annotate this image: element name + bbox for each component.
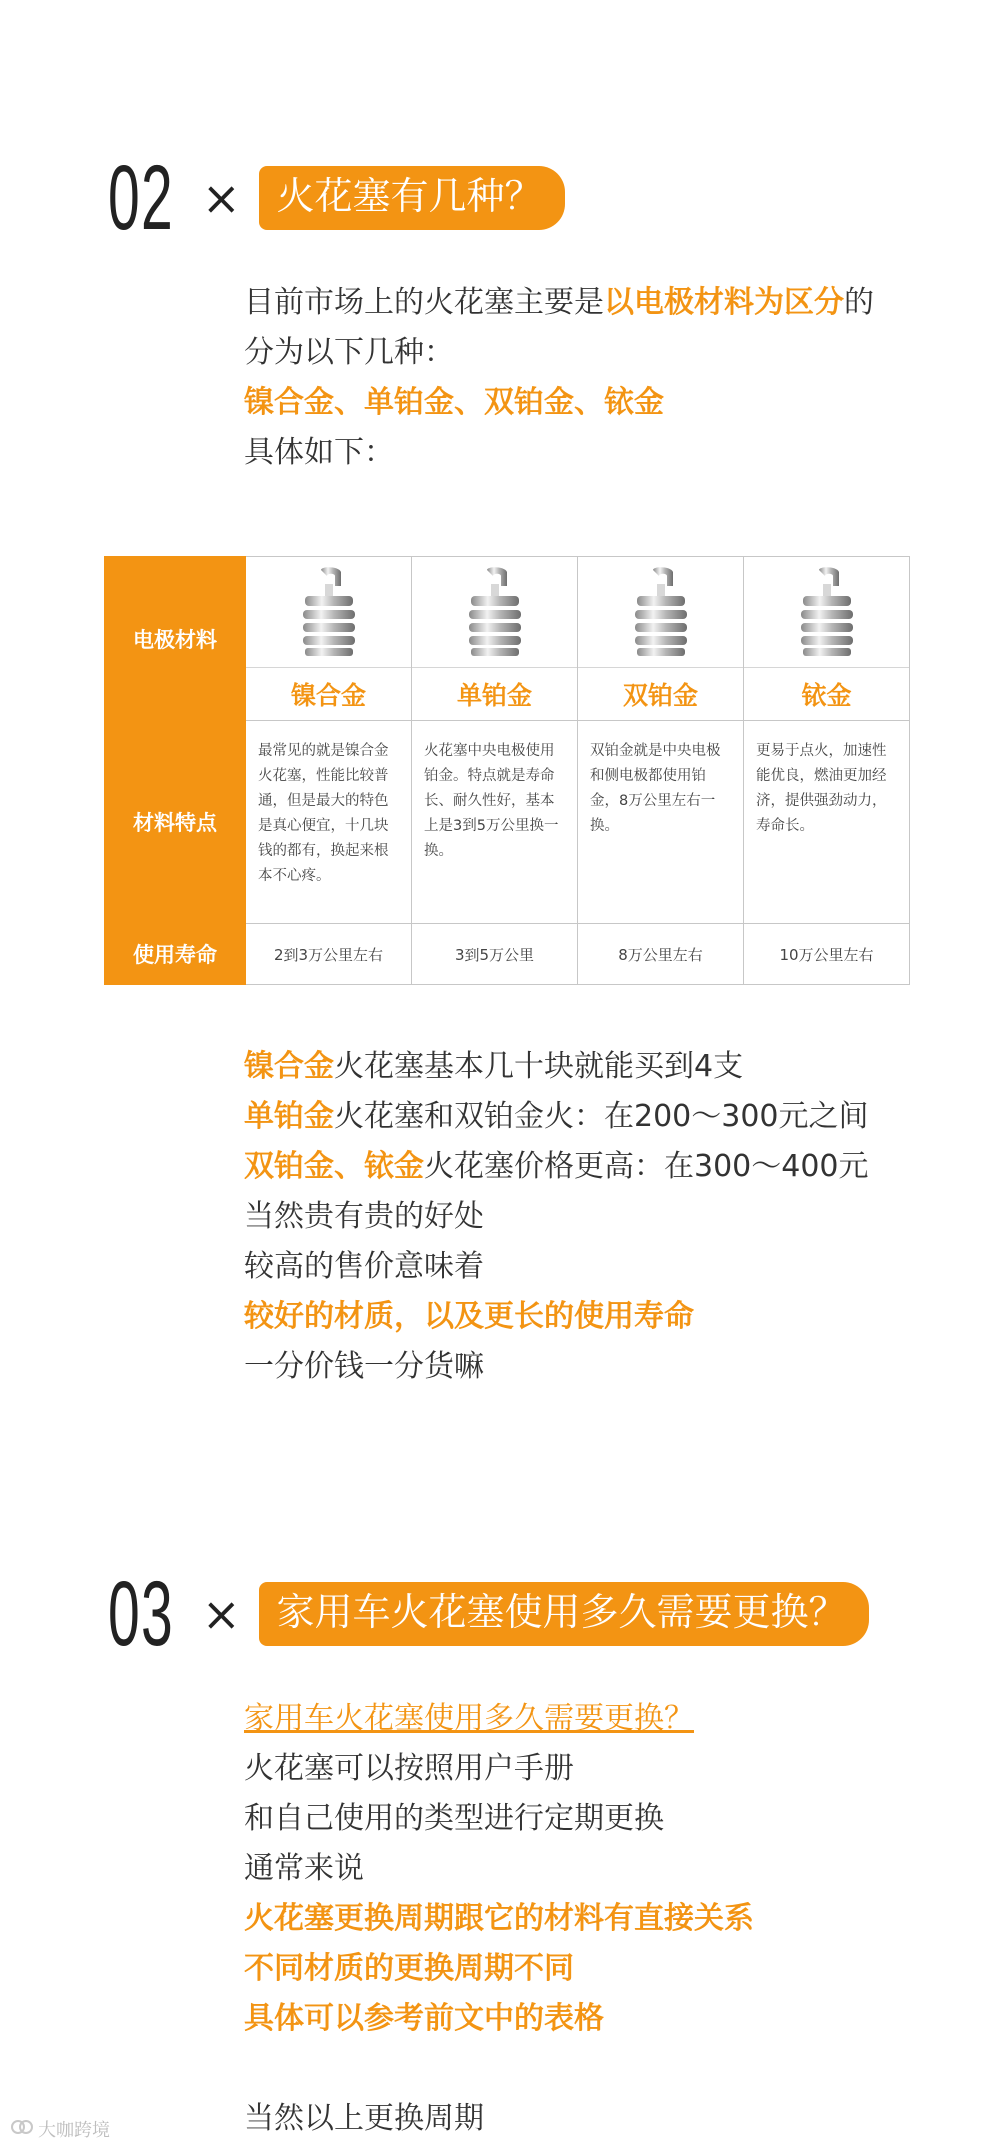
answer-line-highlight: 不同材质的更换周期不同 (244, 1951, 574, 1986)
material-name: 铱金 (744, 668, 910, 721)
replacement-paragraph (244, 1694, 754, 2144)
life-cell: 2到3万公里左右 (246, 924, 412, 985)
section-number: 02 (108, 147, 174, 249)
text: 火花塞基本几十块就能买到4支 (334, 1049, 744, 1084)
price-paragraph (244, 1042, 869, 1392)
price-line-highlight: 较好的材质，以及更长的使用寿命 (244, 1299, 694, 1334)
material-name: 单铂金 (412, 668, 578, 721)
section-header-03 (108, 1563, 869, 1665)
section-number: 03 (108, 1563, 174, 1665)
watermark-text: 大咖跨境 (38, 2120, 110, 2141)
spark-plug-icon (745, 564, 908, 660)
intro-line: 分为以下几种： (244, 335, 454, 370)
price-line (244, 1092, 869, 1142)
answer-line: 通常来说 (244, 1851, 364, 1886)
answer-line: 和自己使用的类型进行定期更换 (244, 1801, 664, 1836)
spark-plug-icon (413, 564, 576, 660)
highlight-text: 双铂金、铱金 (244, 1149, 424, 1184)
material-name: 镍合金 (246, 668, 412, 721)
feature-cell: 火花塞中央电极使用铂金。特点就是寿命长、耐久性好，基本上是3到5万公里换一换。 (412, 721, 578, 924)
highlight-text: 镍合金 (244, 1049, 334, 1084)
price-line (244, 1142, 869, 1192)
intro-line-highlight: 镍合金、单铂金、双铂金、铱金 (244, 385, 664, 420)
text: 目前市场上的火花塞主要是 (244, 285, 604, 320)
times-icon: × (202, 1587, 241, 1641)
price-line (244, 1042, 869, 1092)
section-title: 火花塞有几种？ (259, 166, 565, 230)
table-row-images (105, 557, 910, 668)
watermark (10, 2116, 110, 2142)
life-cell: 8万公里左右 (578, 924, 744, 985)
section-title: 家用车火花塞使用多久需要更换？ (259, 1582, 869, 1646)
row-header-feature: 材料特点 (105, 721, 246, 924)
price-line: 一分价钱一分货嘛 (244, 1349, 484, 1384)
plug-image-cell (578, 557, 744, 668)
times-icon: × (202, 171, 241, 225)
feature-cell: 更易于点火，加速性能优良，燃油更加经济，提供强劲动力，寿命长。 (744, 721, 910, 924)
intro-line: 具体如下： (244, 435, 394, 470)
price-line: 较高的售价意味着 (244, 1249, 484, 1284)
spark-plug-icon (579, 564, 742, 660)
highlight-text: 单铂金 (244, 1099, 334, 1134)
life-cell: 10万公里左右 (744, 924, 910, 985)
life-cell: 3到5万公里 (412, 924, 578, 985)
table-row-features (105, 721, 910, 924)
row-header-electrode: 电极材料 (105, 557, 246, 721)
feature-cell: 最常见的就是镍合金火花塞，性能比较普通，但是最大的特色是真心便宜，十几块钱的都有，换起来根本不心疼。 (246, 721, 412, 924)
plug-image-cell (246, 557, 412, 668)
text: 的 (844, 285, 874, 320)
material-comparison-table (104, 556, 910, 985)
plug-image-cell (744, 557, 910, 668)
spark-plug-icon (247, 564, 410, 660)
answer-line-highlight: 火花塞更换周期跟它的材料有直接关系 (244, 1901, 754, 1936)
text: 火花塞和双铂金火：在200～300元之间 (334, 1099, 869, 1134)
price-line: 当然贵有贵的好处 (244, 1199, 484, 1234)
intro-paragraph (244, 278, 874, 478)
question-link[interactable]: 家用车火花塞使用多久需要更换？ (244, 1701, 694, 1736)
answer-line: 当然以上更换周期 (244, 2101, 484, 2136)
material-name: 双铂金 (578, 668, 744, 721)
feature-cell: 双铂金就是中央电极和侧电极都使用铂金，8万公里左右一换。 (578, 721, 744, 924)
text: 火花塞价格更高：在300～400元 (424, 1149, 869, 1184)
plug-image-cell (412, 557, 578, 668)
row-header-life: 使用寿命 (105, 924, 246, 985)
answer-line: 火花塞可以按照用户手册 (244, 1751, 574, 1786)
answer-line-highlight: 具体可以参考前文中的表格 (244, 2001, 604, 2036)
highlight-text: 以电极材料为区分 (604, 285, 844, 320)
intro-line (244, 278, 874, 328)
table-row-life (105, 924, 910, 985)
watermark-logo-icon (10, 2118, 34, 2141)
section-header-02 (108, 147, 565, 249)
